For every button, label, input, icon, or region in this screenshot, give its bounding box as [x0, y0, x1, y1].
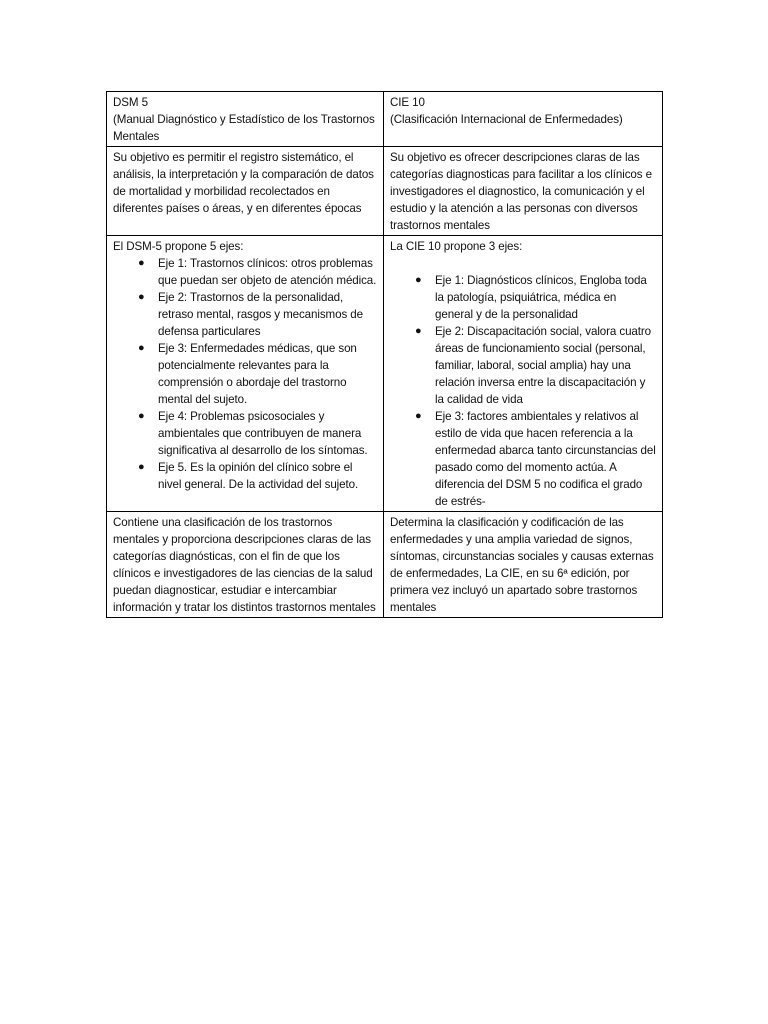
cie10-title: CIE 10 [390, 96, 425, 109]
header-row [107, 92, 663, 147]
dsm5-axes-intro: El DSM-5 propone 5 ejes: [113, 240, 244, 253]
axes-row [107, 236, 663, 512]
dsm5-axes-cell [107, 236, 384, 512]
bullet-icon: ● [415, 410, 422, 422]
list-item [113, 408, 377, 459]
list-item [113, 255, 377, 289]
dsm5-header-cell [107, 92, 384, 147]
cie10-header-cell [384, 92, 663, 147]
bullet-icon: ● [138, 342, 145, 354]
bullet-icon: ● [138, 291, 145, 303]
classification-row [107, 512, 663, 618]
bullet-icon: ● [415, 325, 422, 337]
list-item-text: Eje 3: Enfermedades médicas, que son potencialmente relevantes para la comprensión o abordaje del trastorno mental del sujeto. [158, 342, 357, 406]
comparison-table [106, 91, 663, 618]
cie10-classification-cell: Determina la clasificación y codificación de las enfermedades y una amplia variedad de signos, síntomas, circunstancias sociales y causas externas de enfermedades, La CIE, en su 6ª edición, por primera vez incluyó un apartado sobre trastornos mentales [384, 512, 663, 618]
bullet-icon: ● [138, 410, 145, 422]
dsm5-subtitle: (Manual Diagnóstico y Estadístico de los Trastornos Mentales [113, 113, 375, 143]
list-item [113, 289, 377, 340]
list-item-text: Eje 4: Problemas psicosociales y ambientales que contribuyen de manera significativa al desarrollo de los síntomas. [158, 410, 368, 457]
dsm5-objective-cell: Su objetivo es permitir el registro sistemático, el análisis, la interpretación y la comparación de datos de mortalidad y morbilidad recolectados en diferentes países o áreas, y en diferentes épocas [107, 147, 384, 236]
list-item-text: Eje 1: Trastornos clínicos: otros problemas que puedan ser objeto de atención médica. [158, 257, 377, 287]
bullet-icon: ● [415, 274, 422, 286]
list-item [113, 340, 377, 408]
dsm5-classification-cell: Contiene una clasificación de los trastornos mentales y proporciona descripciones claras de las categorías diagnósticas, con el fin de que los clínicos e investigadores de las ciencias de la salud puedan diagnosticar, estudiar e intercambiar información y tratar los distintos trastornos mentales [107, 512, 384, 618]
bullet-icon: ● [138, 257, 145, 269]
objective-row [107, 147, 663, 236]
bullet-icon: ● [138, 461, 145, 473]
list-item-text: Eje 2: Discapacitación social, valora cuatro áreas de funcionamiento social (personal, familiar, laboral, social amplia) hay una relación inversa entre la discapacitación y la calidad de vida [435, 325, 651, 406]
list-item [390, 272, 656, 323]
dsm5-title: DSM 5 [113, 96, 148, 109]
cie10-axes-cell [384, 236, 663, 512]
list-item-text: Eje 1: Diagnósticos clínicos, Engloba toda la patología, psiquiátrica, médica en general y de la personalidad [435, 274, 647, 321]
cie10-subtitle: (Clasificación Internacional de Enfermedades) [390, 113, 623, 126]
dsm5-axes-list [113, 255, 377, 493]
cie10-axes-list [390, 272, 656, 510]
list-item-text: Eje 3: factores ambientales y relativos al estilo de vida que hacen referencia a la enfermedad abarca tanto circunstancias del pasado como del momento actúa. A diferencia del DSM 5 no codifica el grado de estrés- [435, 410, 656, 508]
list-item [113, 459, 377, 493]
cie10-objective-cell: Su objetivo es ofrecer descripciones claras de las categorías diagnosticas para facilitar a los clínicos e investigadores el diagnostico, la comunicación y el estudio y la atención a las personas con diversos trastornos mentales [384, 147, 663, 236]
cie10-axes-intro: La CIE 10 propone 3 ejes: [390, 240, 523, 253]
list-item [390, 323, 656, 408]
list-item [390, 408, 656, 510]
list-item-text: Eje 2: Trastornos de la personalidad, retraso mental, rasgos y mecanismos de defensa particulares [158, 291, 363, 338]
list-item-text: Eje 5. Es la opinión del clínico sobre el nivel general. De la actividad del sujeto. [158, 461, 359, 491]
